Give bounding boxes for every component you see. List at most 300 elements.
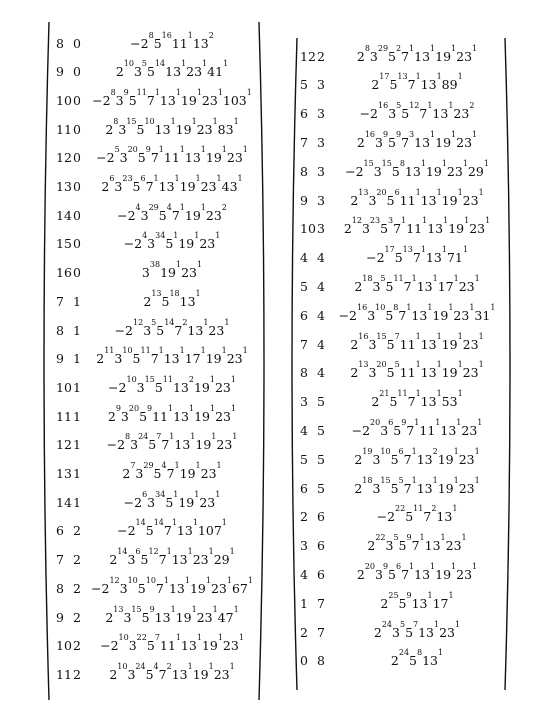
row-value bbox=[332, 446, 502, 467]
prime-exponent: 1 bbox=[457, 389, 463, 399]
prime-base: 7 bbox=[150, 150, 159, 166]
prime-exponent: 1 bbox=[432, 475, 438, 485]
row-value bbox=[332, 533, 502, 554]
row-value bbox=[88, 59, 256, 80]
row-label bbox=[300, 567, 325, 582]
prime-base: 5 bbox=[391, 163, 400, 179]
prime-exponent: 1 bbox=[232, 432, 238, 442]
row-label bbox=[56, 323, 81, 338]
prime-exponent: 34 bbox=[155, 231, 166, 241]
row-value bbox=[332, 389, 502, 410]
matrix-row bbox=[38, 518, 270, 544]
prime-exponent: 9 bbox=[406, 590, 412, 600]
prime-exponent: 14 bbox=[135, 518, 146, 528]
prime-base: 19 bbox=[193, 379, 210, 395]
row-label bbox=[300, 308, 325, 323]
row-index-a: 8 bbox=[300, 163, 308, 179]
prime-exponent: 2 bbox=[469, 101, 475, 111]
prime-exponent: 15 bbox=[376, 331, 387, 341]
matrix-row bbox=[286, 43, 516, 69]
matrix-row bbox=[286, 101, 516, 127]
prime-exponent: 1 bbox=[469, 302, 475, 312]
prime-exponent: 11 bbox=[397, 389, 408, 399]
prime-exponent: 1 bbox=[223, 59, 229, 69]
prime-base: 13 bbox=[416, 480, 433, 496]
prime-base: 5 bbox=[165, 494, 174, 510]
prime-base: 23 bbox=[215, 408, 232, 424]
prime-base: 3 bbox=[135, 466, 144, 481]
prime-base: 43 bbox=[221, 179, 238, 194]
prime-base: 19 bbox=[435, 48, 452, 64]
prime-base: 13 bbox=[420, 192, 437, 208]
row-index-a: 12 bbox=[56, 437, 72, 453]
prime-base: 23 bbox=[216, 437, 233, 453]
matrix-row bbox=[38, 231, 270, 257]
row-value bbox=[88, 518, 256, 539]
row-index-a: 7 bbox=[300, 134, 308, 150]
prime-exponent: 3 bbox=[388, 216, 394, 226]
prime-exponent: 29 bbox=[148, 202, 159, 212]
row-index-b: 5 bbox=[317, 451, 325, 467]
row-index-b: 1 bbox=[73, 466, 81, 481]
row-value bbox=[88, 633, 256, 654]
prime-base: 23 bbox=[458, 480, 475, 496]
prime-exponent: 12 bbox=[409, 101, 420, 111]
prime-base: 2 bbox=[373, 624, 382, 640]
sign: − bbox=[100, 638, 111, 654]
matrix-row bbox=[286, 158, 516, 184]
prime-base: 13 bbox=[436, 509, 453, 525]
prime-base: 19 bbox=[441, 192, 458, 208]
prime-base: 19 bbox=[437, 451, 454, 467]
prime-exponent: 1 bbox=[415, 389, 421, 399]
prime-base: 5 bbox=[409, 653, 417, 669]
prime-exponent: 1 bbox=[216, 461, 222, 470]
row-label bbox=[56, 265, 81, 280]
prime-base: 2 bbox=[110, 638, 119, 654]
prime-exponent: 1 bbox=[411, 475, 417, 485]
row-label bbox=[56, 64, 81, 79]
prime-exponent: 1 bbox=[153, 174, 159, 183]
prime-base: 3 bbox=[385, 538, 394, 554]
prime-base: 5 bbox=[401, 106, 410, 122]
prime-exponent: 1 bbox=[472, 129, 478, 139]
matrix-row bbox=[38, 374, 270, 400]
prime-exponent: 1 bbox=[464, 216, 470, 226]
prime-base: 5 bbox=[139, 408, 148, 424]
prime-base: 3 bbox=[372, 451, 381, 467]
prime-exponent: 13 bbox=[113, 604, 124, 614]
prime-base: 19 bbox=[160, 265, 176, 281]
matrix-row bbox=[38, 202, 270, 228]
prime-base: 19 bbox=[175, 609, 192, 625]
prime-base: 47 bbox=[217, 609, 234, 625]
matrix-row bbox=[286, 129, 516, 155]
prime-exponent: 15 bbox=[380, 475, 391, 485]
prime-exponent: 1 bbox=[194, 489, 200, 499]
prime-base: 19 bbox=[178, 236, 195, 252]
prime-exponent: 10 bbox=[375, 302, 386, 312]
prime-exponent: 16 bbox=[378, 101, 389, 111]
prime-exponent: 12 bbox=[148, 547, 159, 557]
row-index-b: 8 bbox=[317, 653, 325, 669]
prime-base: 7 bbox=[145, 179, 154, 194]
row-value bbox=[332, 648, 502, 669]
row-label bbox=[300, 250, 325, 265]
row-value bbox=[332, 619, 502, 640]
prime-base: 13 bbox=[411, 595, 428, 611]
prime-exponent: 20 bbox=[376, 360, 387, 370]
prime-exponent: 11 bbox=[140, 346, 151, 356]
prime-exponent: 1 bbox=[438, 648, 444, 658]
prime-base: 2 bbox=[140, 35, 149, 51]
prime-exponent: 1 bbox=[221, 518, 227, 528]
prime-base: 23 bbox=[446, 163, 463, 179]
prime-base: 23 bbox=[439, 624, 456, 640]
row-label bbox=[300, 164, 325, 179]
matrix-row bbox=[38, 260, 270, 286]
prime-exponent: 10 bbox=[123, 59, 134, 69]
prime-base: 7 bbox=[407, 77, 416, 93]
prime-base: 5 bbox=[148, 437, 157, 453]
prime-base: 3 bbox=[127, 666, 136, 682]
prime-base: 19 bbox=[425, 163, 442, 179]
prime-exponent: 1 bbox=[154, 87, 160, 97]
prime-base: 3 bbox=[127, 552, 136, 568]
row-index-a: 8 bbox=[56, 580, 64, 596]
prime-base: 23 bbox=[469, 221, 486, 237]
prime-exponent: 1 bbox=[453, 273, 459, 283]
sign: − bbox=[91, 580, 102, 596]
prime-base: 23 bbox=[456, 134, 473, 150]
prime-exponent: 1 bbox=[472, 43, 478, 53]
prime-base: 23 bbox=[186, 64, 203, 80]
row-index-b: 1 bbox=[73, 293, 81, 309]
prime-exponent: 1 bbox=[420, 245, 426, 255]
row-index-a: 15 bbox=[56, 236, 72, 252]
matrix-row bbox=[38, 30, 270, 56]
row-index-b: 2 bbox=[317, 48, 325, 64]
prime-base: 19 bbox=[201, 638, 218, 654]
prime-exponent: 1 bbox=[430, 129, 436, 139]
prime-exponent: 1 bbox=[179, 202, 185, 212]
prime-base: 13 bbox=[416, 278, 433, 294]
prime-exponent: 1 bbox=[238, 633, 244, 643]
prime-exponent: 16 bbox=[358, 331, 369, 341]
prime-base: 13 bbox=[184, 150, 201, 166]
prime-exponent: 10 bbox=[145, 575, 156, 585]
prime-base: 13 bbox=[163, 351, 180, 367]
prime-base: 19 bbox=[205, 351, 222, 367]
prime-exponent: 1 bbox=[448, 590, 454, 600]
prime-exponent: 1 bbox=[409, 561, 415, 571]
prime-exponent: 29 bbox=[377, 43, 389, 53]
prime-base: 2 bbox=[356, 134, 365, 150]
prime-base: 3 bbox=[118, 121, 127, 137]
row-index-a: 5 bbox=[300, 278, 308, 294]
prime-base: 2 bbox=[350, 336, 359, 352]
prime-exponent: 11 bbox=[413, 504, 424, 514]
prime-exponent: 1 bbox=[189, 403, 195, 413]
row-index-a: 11 bbox=[56, 666, 72, 682]
prime-exponent: 1 bbox=[173, 231, 179, 241]
matrix-row bbox=[286, 273, 516, 299]
prime-base: 23 bbox=[462, 192, 479, 208]
prime-exponent: 1 bbox=[233, 116, 239, 126]
prime-exponent: 1 bbox=[212, 116, 218, 126]
row-index-a: 5 bbox=[300, 77, 308, 93]
prime-exponent: 29 bbox=[143, 461, 154, 470]
matrix-row bbox=[38, 661, 270, 687]
matrix-row bbox=[286, 389, 516, 415]
matrix-row bbox=[286, 533, 516, 559]
prime-exponent: 1 bbox=[472, 561, 478, 571]
prime-exponent: 1 bbox=[452, 504, 458, 514]
row-value bbox=[332, 417, 502, 438]
matrix-row bbox=[286, 590, 516, 616]
row-index-b: 3 bbox=[317, 106, 325, 122]
sign: − bbox=[351, 422, 363, 438]
prime-exponent: 1 bbox=[451, 561, 457, 571]
prime-base: 83 bbox=[217, 121, 234, 137]
prime-base: 13 bbox=[154, 609, 171, 625]
prime-base: 23 bbox=[456, 566, 473, 582]
prime-exponent: 1 bbox=[166, 547, 172, 557]
prime-exponent: 9 bbox=[401, 417, 407, 427]
prime-base: 5 bbox=[165, 236, 174, 252]
prime-exponent: 1 bbox=[175, 633, 181, 643]
row-index-b: 2 bbox=[73, 523, 81, 539]
prime-exponent: 2 bbox=[221, 202, 227, 212]
row-label bbox=[56, 667, 81, 682]
prime-base: 5 bbox=[153, 466, 162, 481]
row-label bbox=[56, 437, 81, 452]
row-label bbox=[56, 122, 81, 137]
row-index-b: 6 bbox=[317, 509, 325, 525]
row-index-b: 7 bbox=[317, 624, 325, 640]
row-label bbox=[56, 150, 81, 165]
row-value bbox=[88, 403, 256, 424]
row-value bbox=[88, 260, 256, 281]
prime-exponent: 1 bbox=[440, 533, 446, 543]
prime-base: 19 bbox=[448, 221, 465, 237]
row-value bbox=[88, 202, 256, 223]
prime-base: 19 bbox=[184, 207, 201, 223]
row-value bbox=[88, 174, 256, 194]
prime-base: 7 bbox=[150, 351, 159, 367]
prime-exponent: 1 bbox=[414, 417, 420, 427]
prime-exponent: 5 bbox=[399, 619, 406, 629]
row-index-b: 0 bbox=[73, 92, 81, 108]
prime-base: 29 bbox=[213, 552, 230, 568]
prime-exponent: 1 bbox=[451, 129, 457, 139]
prime-base: 2 bbox=[134, 494, 143, 510]
prime-exponent: 1 bbox=[191, 116, 197, 126]
prime-base: 2 bbox=[105, 121, 114, 137]
prime-base: 5 bbox=[154, 379, 163, 395]
matrix-row bbox=[38, 116, 270, 142]
prime-exponent: 19 bbox=[362, 446, 373, 456]
row-index-b: 4 bbox=[317, 307, 325, 323]
prime-base: 5 bbox=[153, 35, 162, 51]
prime-exponent: 1 bbox=[158, 145, 164, 155]
prime-base: 13 bbox=[420, 336, 437, 352]
row-index-a: 14 bbox=[56, 207, 72, 223]
prime-base: 5 bbox=[385, 278, 394, 294]
prime-exponent: 1 bbox=[194, 231, 200, 241]
prime-exponent: 2 bbox=[431, 504, 437, 514]
prime-base: 13 bbox=[432, 106, 449, 122]
sign: − bbox=[359, 106, 371, 122]
prime-base: 7 bbox=[401, 134, 410, 150]
prime-exponent: 2 bbox=[188, 374, 194, 384]
prime-exponent: 13 bbox=[397, 72, 408, 82]
row-value bbox=[332, 245, 502, 266]
row-index-a: 8 bbox=[56, 35, 64, 51]
row-index-b: 3 bbox=[317, 192, 325, 208]
row-label bbox=[56, 552, 81, 567]
prime-base: 103 bbox=[222, 92, 247, 108]
prime-exponent: 4 bbox=[166, 202, 172, 212]
prime-base: 13 bbox=[168, 580, 185, 596]
prime-exponent: 1 bbox=[485, 216, 491, 226]
row-index-b: 0 bbox=[73, 207, 81, 223]
prime-exponent: 15 bbox=[381, 158, 392, 168]
prime-exponent: 1 bbox=[242, 145, 248, 155]
prime-base: 5 bbox=[145, 666, 154, 682]
prime-exponent: 1 bbox=[247, 575, 253, 585]
prime-base: 13 bbox=[420, 365, 437, 381]
prime-exponent: 20 bbox=[376, 187, 387, 197]
prime-exponent: 16 bbox=[364, 129, 375, 139]
prime-base: 2 bbox=[107, 408, 116, 424]
prime-exponent: 1 bbox=[158, 346, 164, 356]
prime-base: 7 bbox=[407, 394, 416, 410]
matrix-row bbox=[286, 475, 516, 501]
prime-base: 2 bbox=[125, 322, 133, 338]
prime-exponent: 22 bbox=[375, 533, 386, 543]
prime-base: 13 bbox=[414, 566, 431, 582]
prime-exponent: 15 bbox=[144, 374, 155, 384]
sign: − bbox=[96, 150, 107, 166]
prime-base: 19 bbox=[189, 580, 206, 596]
prime-exponent: 1 bbox=[200, 202, 206, 212]
row-value bbox=[332, 302, 502, 323]
row-index-a: 2 bbox=[300, 624, 308, 640]
row-index-b: 2 bbox=[73, 666, 81, 682]
prime-exponent: 1 bbox=[451, 43, 457, 53]
prime-exponent: 20 bbox=[128, 403, 140, 413]
prime-exponent: 22 bbox=[136, 633, 147, 643]
prime-base: 5 bbox=[380, 221, 389, 237]
prime-base: 7 bbox=[161, 437, 170, 453]
row-index-a: 7 bbox=[56, 552, 64, 568]
prime-base: 5 bbox=[390, 480, 399, 496]
prime-exponent: 1 bbox=[195, 288, 201, 298]
prime-base: 3 bbox=[119, 580, 128, 596]
prime-exponent: 1 bbox=[174, 174, 180, 183]
prime-exponent: 10 bbox=[126, 374, 137, 384]
prime-exponent: 1 bbox=[427, 302, 433, 312]
prime-exponent: 1 bbox=[456, 417, 462, 427]
prime-exponent: 14 bbox=[164, 317, 175, 327]
row-label bbox=[300, 423, 325, 438]
prime-exponent: 13 bbox=[402, 245, 413, 255]
prime-exponent: 1 bbox=[196, 87, 202, 97]
prime-exponent: 1 bbox=[229, 547, 235, 557]
prime-base: 2 bbox=[350, 365, 359, 381]
row-index-b: 0 bbox=[73, 35, 81, 51]
prime-exponent: 1 bbox=[221, 346, 227, 356]
matrix-row bbox=[38, 317, 270, 343]
prime-exponent: 10 bbox=[127, 575, 138, 585]
prime-exponent: 10 bbox=[380, 446, 391, 456]
prime-exponent: 10 bbox=[118, 633, 129, 643]
row-label bbox=[300, 193, 325, 208]
prime-base: 7 bbox=[158, 552, 167, 568]
prime-base: 23 bbox=[208, 322, 225, 338]
prime-base: 13 bbox=[420, 394, 437, 410]
prime-exponent: 5 bbox=[141, 59, 148, 69]
row-index-a: 8 bbox=[300, 365, 308, 381]
prime-exponent: 1 bbox=[212, 604, 218, 614]
prime-base: 23 bbox=[210, 580, 227, 596]
prime-base: 53 bbox=[441, 394, 458, 410]
prime-base: 5 bbox=[388, 48, 396, 64]
prime-base: 3 bbox=[120, 408, 129, 424]
prime-exponent: 1 bbox=[415, 360, 421, 370]
prime-base: 19 bbox=[178, 494, 195, 510]
prime-base: 2 bbox=[371, 394, 380, 410]
row-index-b: 5 bbox=[317, 480, 325, 496]
prime-exponent: 5 bbox=[394, 360, 400, 370]
prime-base: 2 bbox=[355, 163, 364, 179]
matrix-row bbox=[38, 288, 270, 314]
prime-exponent: 6 bbox=[140, 174, 146, 183]
prime-base: 5 bbox=[388, 134, 396, 150]
prime-exponent: 1 bbox=[453, 475, 459, 485]
prime-base: 13 bbox=[174, 437, 191, 453]
prime-base: 5 bbox=[141, 609, 150, 625]
row-index-b: 2 bbox=[73, 580, 81, 596]
prime-base: 7 bbox=[155, 580, 164, 596]
prime-base: 5 bbox=[137, 580, 146, 596]
prime-base: 5 bbox=[145, 523, 154, 539]
prime-exponent: 1 bbox=[191, 604, 197, 614]
matrix-rows bbox=[286, 38, 516, 690]
prime-exponent: 15 bbox=[363, 158, 374, 168]
prime-exponent: 6 bbox=[398, 446, 404, 456]
prime-base: 19 bbox=[441, 365, 458, 381]
prime-base: 7 bbox=[403, 480, 412, 496]
prime-base: 3 bbox=[147, 236, 156, 252]
prime-base: 23 bbox=[205, 207, 222, 223]
prime-exponent: 2 bbox=[208, 30, 214, 40]
row-index-b: 0 bbox=[73, 64, 81, 80]
row-value bbox=[332, 72, 502, 93]
prime-base: 7 bbox=[419, 106, 428, 122]
prime-base: 23 bbox=[226, 351, 243, 367]
row-index-b: 1 bbox=[73, 437, 81, 453]
prime-base: 13 bbox=[404, 163, 421, 179]
row-index-b: 7 bbox=[317, 595, 325, 611]
prime-exponent: 8 bbox=[399, 158, 405, 168]
prime-exponent: 14 bbox=[153, 518, 164, 528]
prime-exponent: 1 bbox=[490, 302, 496, 312]
prime-base: 7 bbox=[411, 538, 420, 554]
prime-exponent: 1 bbox=[415, 187, 421, 197]
prime-base: 5 bbox=[147, 64, 155, 80]
